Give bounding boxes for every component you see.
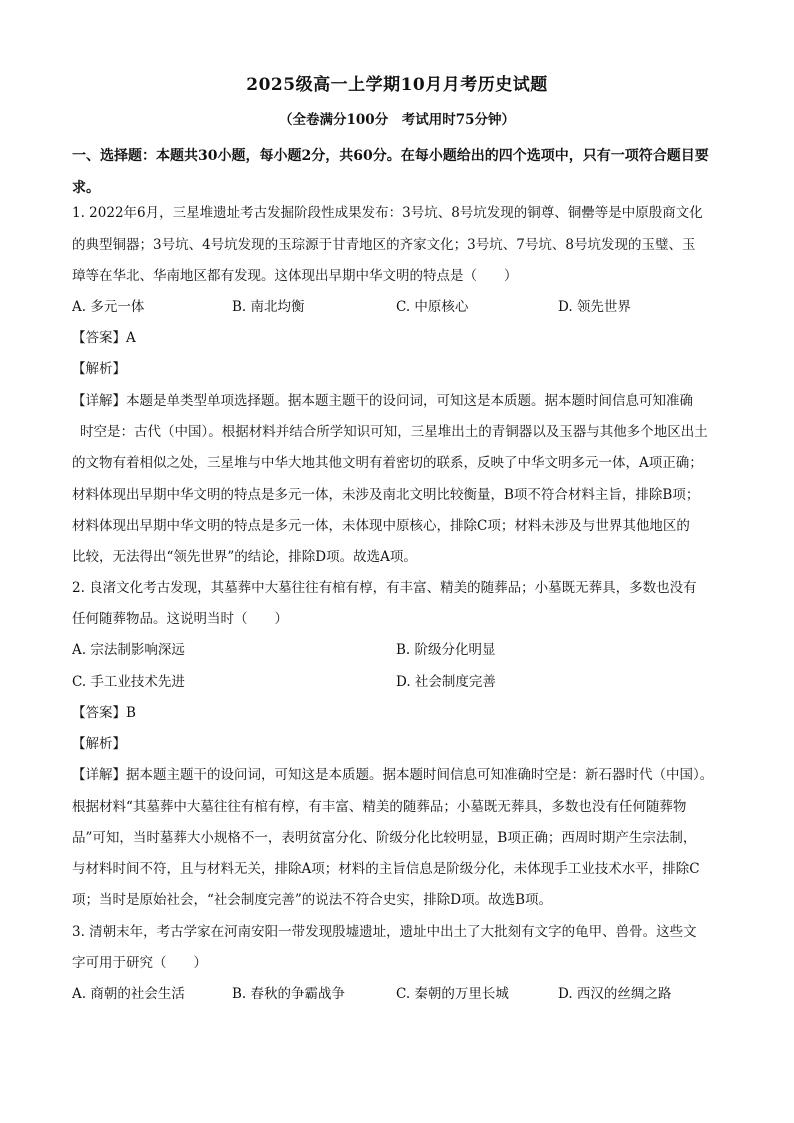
q3-stem-line: 字可用于研究（ ） — [72, 955, 207, 971]
q1-stem-line: 璋等在华北、华南地区都有发现。这体现出早期中华文明的特点是（ ） — [72, 268, 518, 284]
q2-detail-line: 【详解】据本题主题干的设问词，可知这是本质题。据本题时间信息可知准确时空是：新石器时代（中国）。 — [72, 767, 714, 783]
q1-detail-line: 的文物有着相似之处，三星堆与中华大地其他文明有着密切的联系，反映了中华文明多元一体，A项正确； — [72, 455, 703, 471]
q2-detail-line: 根据材料“其墓葬中大墓往往有棺有椁，有丰富、精美的随葬品；小墓既无葬具，多数也没有任何随葬物 — [72, 799, 687, 815]
q3-option-c[interactable]: C. 秦朝的万里长城 — [396, 986, 509, 1002]
q2-option-a[interactable]: A. 宗法制影响深远 — [72, 642, 185, 658]
q1-option-a[interactable]: A. 多元一体 — [72, 299, 145, 315]
q3-option-d[interactable]: D. 西汉的丝绸之路 — [558, 986, 672, 1002]
q1-detail-line: 材料体现出早期中华文明的特点是多元一体，未体现中原核心，排除C项；材料未涉及与世界其他地区的 — [72, 518, 690, 534]
q3-option-b[interactable]: B. 春秋的争霸战争 — [232, 986, 346, 1002]
q1-stem-line: 1. 2022年6月，三星堆遗址考古发掘阶段性成果发布：3号坑、8号坑发现的铜尊、铜罍等是中原殷商文化 — [72, 205, 703, 221]
q2-stem-line: 任何随葬物品。这说明当时（ ） — [72, 611, 288, 627]
q1-detail-line: 材料体现出早期中华文明的特点是多元一体，未涉及南北文明比较衡量，B项不符合材料主旨，排除B项； — [72, 487, 700, 503]
q3-option-a[interactable]: A. 商朝的社会生活 — [72, 986, 185, 1002]
q2-stem-line: 2. 良渚文化考古发现，其墓葬中大墓往往有棺有椁，有丰富、精美的随葬品；小墓既无葬具，多数也没有 — [72, 580, 697, 596]
q2-option-c[interactable]: C. 手工业技术先进 — [72, 674, 185, 690]
q2-option-d[interactable]: D. 社会制度完善 — [396, 674, 496, 690]
q2-detail-line: 与材料时间不符，且与材料无关，排除A项；材料的主旨信息是阶级分化，未体现手工业技术水平，排除C — [72, 861, 700, 877]
q1-detail-line: 【详解】本题是单类型单项选择题。据本题主题干的设问词，可知这是本质题。据本题时间信息可知准确 — [72, 393, 693, 409]
q2-answer: 【答案】B — [72, 705, 136, 721]
q1-detail-line: 比较，无法得出“领先世界”的结论，排除D项。故选A项。 — [72, 549, 417, 565]
section-heading: 一、选择题：本题共30小题，每小题2分，共60分。在每小题给出的四个选项中，只有一项符合题目要求。 — [72, 148, 709, 196]
q1-detail-line: 时空是：古代（中国）。根据材料并结合所学知识可知，三星堆出土的青铜器以及玉器与其他多个地区出土 — [80, 424, 708, 440]
q2-option-b[interactable]: B. 阶级分化明显 — [396, 642, 496, 658]
exam-subtitle: （全卷满分100分 考试用时75分钟） — [279, 112, 515, 128]
q1-option-d[interactable]: D. 领先世界 — [558, 299, 631, 315]
q1-answer: 【答案】A — [72, 330, 136, 346]
q1-option-b[interactable]: B. 南北均衡 — [232, 299, 305, 315]
q2-detail-line: 品”可知，当时墓葬大小规格不一，表明贫富分化、阶级分化比较明显，B项正确；西周时期产生宗法制， — [72, 830, 697, 846]
q1-option-c[interactable]: C. 中原核心 — [396, 299, 469, 315]
exam-title: 2025级高一上学期10月月考历史试题 — [246, 75, 548, 95]
q2-analysis-label: 【解析】 — [72, 736, 126, 752]
q3-stem-line: 3. 清朝末年，考古学家在河南安阳一带发现殷墟遗址，遗址中出土了大批刻有文字的龟甲、兽骨。这些文 — [72, 924, 697, 940]
q2-detail-line: 项；当时是原始社会，“社会制度完善”的说法不符合史实，排除D项。故选B项。 — [72, 892, 553, 908]
q1-analysis-label: 【解析】 — [72, 361, 126, 377]
q1-stem-line: 的典型铜器；3号坑、4号坑发现的玉琮源于甘青地区的齐家文化；3号坑、7号坑、8号坑发现的玉璧、玉 — [72, 237, 696, 253]
